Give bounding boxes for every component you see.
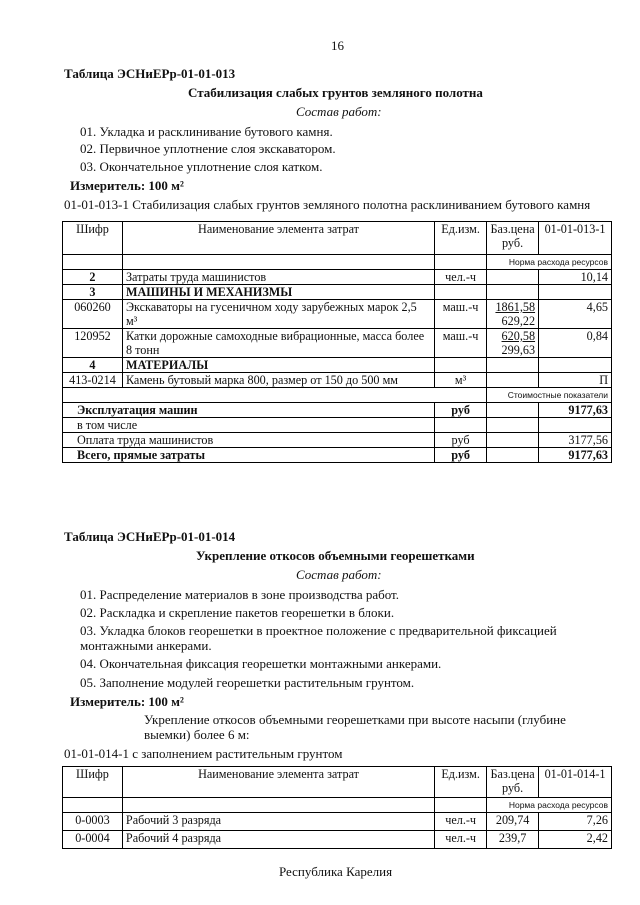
table-row: 060260 Экскаваторы на гусеничном ходу зарубежных марок 2,5 м³ маш.-ч 1861,58 629,22 4,65 — [63, 300, 612, 329]
table2-header-code: Шифр — [63, 767, 123, 798]
table-row: 0-0003 Рабочий 3 разряда чел.-ч 209,74 7,26 — [63, 813, 612, 831]
table2-works-heading: Состав работ: — [296, 567, 382, 582]
table2-title: Таблица ЭСНиЕРр-01-01-014 — [64, 529, 236, 544]
table-row: 0-0004 Рабочий 4 разряда чел.-ч 239,7 2,42 — [63, 831, 612, 849]
table2-norm-label: Норма расхода ресурсов — [487, 798, 612, 813]
table1-cost-label: Стоимостные показатели — [487, 388, 612, 403]
table2-work-1: 01. Распределение материалов в зоне производства работ. — [80, 587, 400, 602]
table1 — [62, 221, 612, 463]
table-row: в том числе — [63, 418, 612, 433]
table2-work-3: 03. Укладка блоков георешетки в проектное положение с предварительной фиксацией — [80, 623, 557, 638]
table2-desc-1: Укрепление откосов объемными георешетками при высоте насыпи (глубине — [144, 712, 566, 727]
table1-norm-label: Норма расхода ресурсов — [487, 255, 612, 270]
table2-subtitle: Укрепление откосов объемными георешетками — [196, 548, 475, 563]
table2-header-unit: Ед.изм. — [435, 767, 487, 798]
table2 — [62, 766, 612, 849]
table1-title: Таблица ЭСНиЕРр-01-01-013 — [64, 66, 236, 81]
table-row: 413-0214 Камень бутовый марка 800, размер от 150 до 500 мм м³ П — [63, 373, 612, 388]
table2-header-col: 01-01-014-1 — [539, 767, 612, 798]
table1-header-col: 01-01-013-1 — [539, 222, 612, 255]
table1-work-2: 02. Первичное уплотнение слоя экскаватором. — [80, 141, 336, 156]
page-number: 16 — [331, 38, 344, 53]
table-row: Всего, прямые затраты руб 9177,63 — [63, 448, 612, 463]
table-row: 120952 Катки дорожные самоходные вибрационные, масса более 8 тонн маш.-ч 620,58 299,63 0,84 — [63, 329, 612, 358]
table2-measure: Измеритель: 100 м² — [70, 694, 184, 709]
table1-header-price: Баз.цена руб. — [487, 222, 539, 255]
table1-work-1: 01. Укладка и расклинивание бутового камня. — [80, 124, 333, 139]
table1-work-3: 03. Окончательное уплотнение слоя катком. — [80, 159, 323, 174]
table1-measure: Измеритель: 100 м² — [70, 178, 184, 193]
table1-works-heading: Состав работ: — [296, 104, 382, 119]
table2-header-price: Баз.цена руб. — [487, 767, 539, 798]
table1-code-line: 01-01-013-1 Стабилизация слабых грунтов земляного полотна расклиниванием бутового камня — [64, 197, 591, 212]
table1-header-name: Наименование элемента затрат — [122, 222, 434, 255]
table1-header-code: Шифр — [63, 222, 123, 255]
table2-work-3-cont: монтажными анкерами. — [80, 638, 212, 653]
table2-desc-2: выемки) более 6 м: — [144, 727, 250, 742]
table-row: 3 МАШИНЫ И МЕХАНИЗМЫ — [63, 285, 612, 300]
table2-work-5: 05. Заполнение модулей георешетки растительным грунтом. — [80, 675, 415, 690]
table2-work-4: 04. Окончательная фиксация георешетки монтажными анкерами. — [80, 656, 442, 671]
table-row: Оплата труда машинистов руб 3177,56 — [63, 433, 612, 448]
table2-work-2: 02. Раскладка и скрепление пакетов георешетки в блоки. — [80, 605, 395, 620]
table-row: Эксплуатация машин руб 9177,63 — [63, 403, 612, 418]
table2-header-name: Наименование элемента затрат — [122, 767, 434, 798]
footer-region: Республика Карелия — [279, 864, 393, 879]
table2-code-line: 01-01-014-1 с заполнением растительным грунтом — [64, 746, 343, 761]
table1-subtitle: Стабилизация слабых грунтов земляного полотна — [188, 85, 483, 100]
table-row: 2 Затраты труда машинистов чел.-ч 10,14 — [63, 270, 612, 285]
table1-header-unit: Ед.изм. — [435, 222, 487, 255]
table-row: 4 МАТЕРИАЛЫ — [63, 358, 612, 373]
